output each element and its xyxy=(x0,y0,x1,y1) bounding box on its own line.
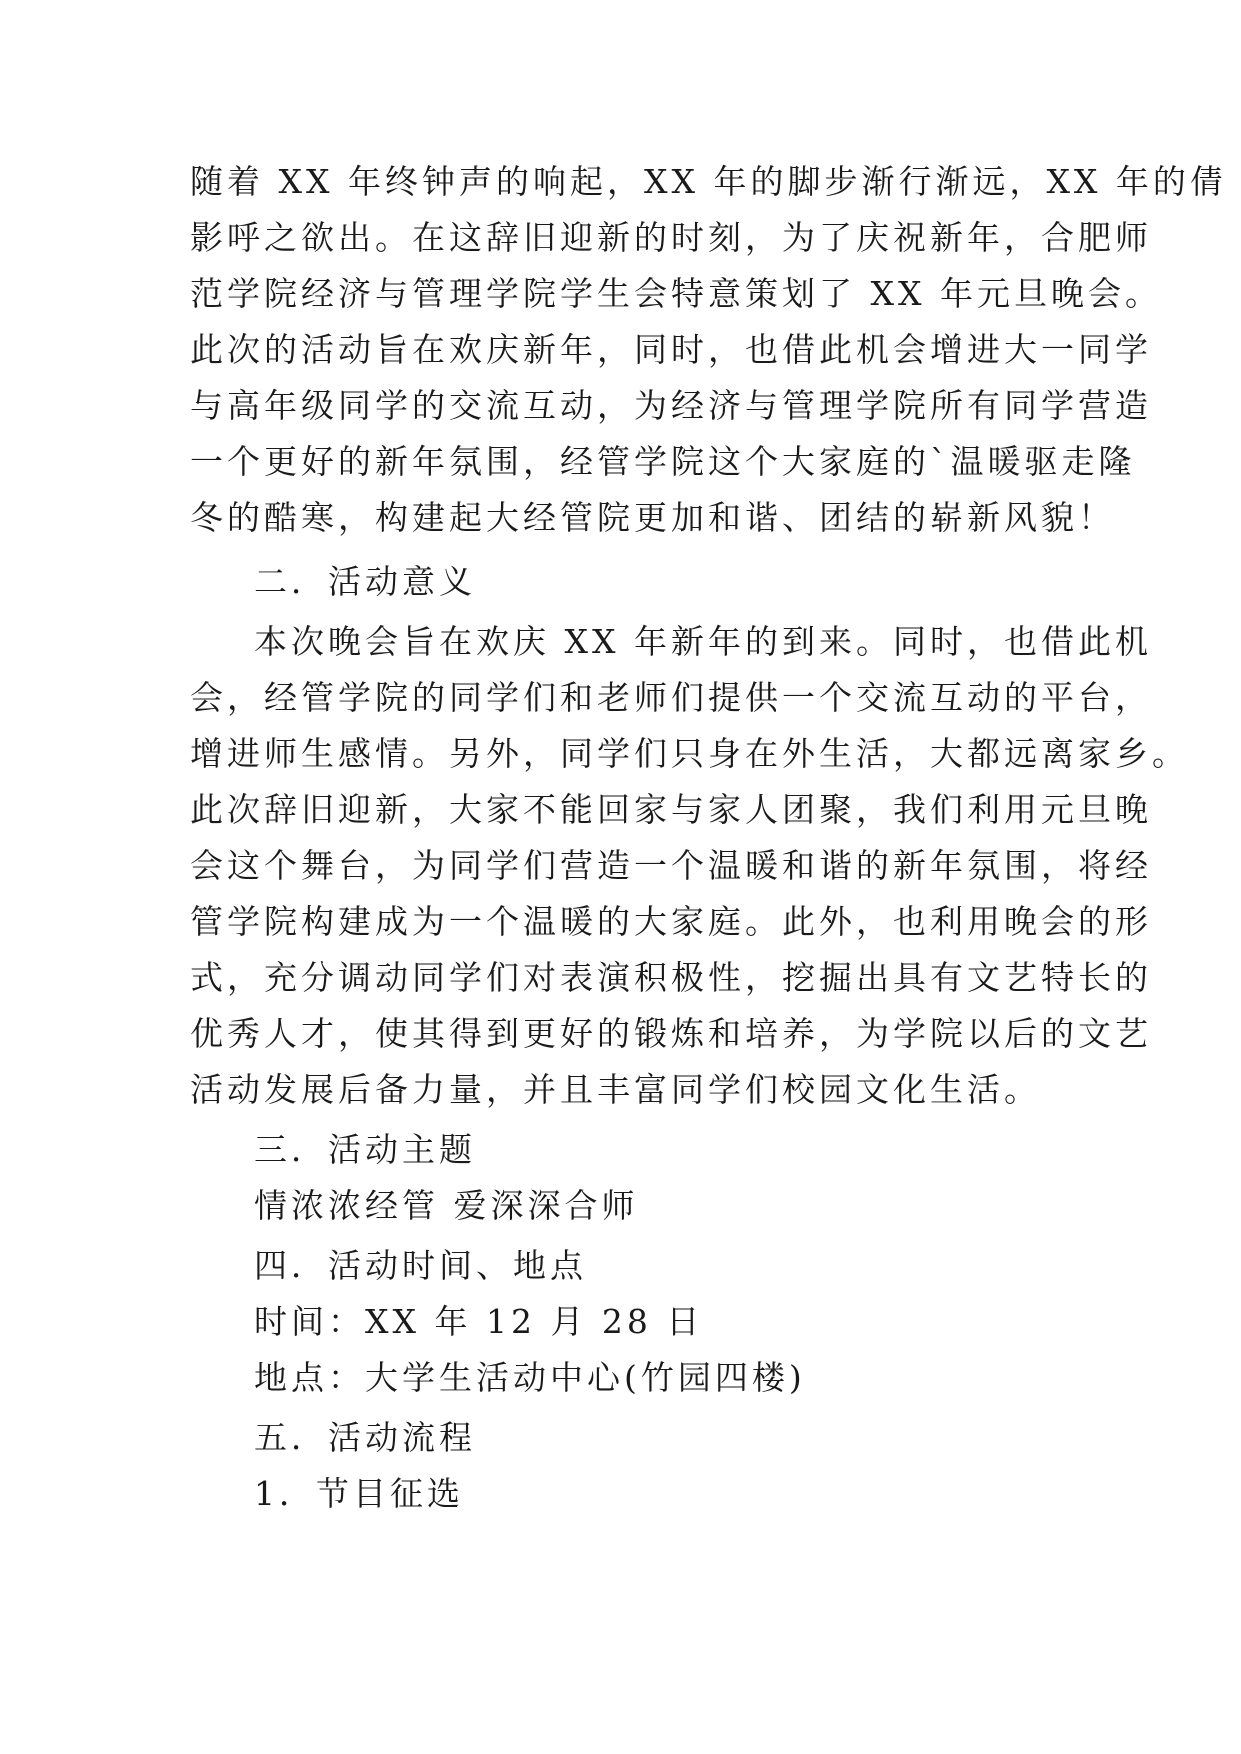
section-2-heading: 二．活动意义 xyxy=(254,562,476,601)
section-4-time: 时间：XX 年 12 月 28 日 xyxy=(254,1302,704,1341)
section-5-item-1: 1．节目征选 xyxy=(254,1474,464,1513)
section-2-line-2: 会，经管学院的同学们和老师们提供一个交流互动的平台， xyxy=(190,678,1152,717)
intro-line-7: 冬的酷寒，构建起大经管院更加和谐、团结的崭新风貌！ xyxy=(190,498,1115,537)
intro-line-6: 一个更好的新年氛围，经管学院这个大家庭的`温暖驱走隆 xyxy=(190,442,1136,481)
section-5-heading: 五．活动流程 xyxy=(254,1418,476,1457)
intro-line-3: 范学院经济与管理学院学生会特意策划了 XX 年元旦晚会。 xyxy=(190,274,1162,313)
section-2-line-4: 此次辞旧迎新，大家不能回家与家人团聚，我们利用元旦晚 xyxy=(190,790,1152,829)
section-2-line-9: 活动发展后备力量，并且丰富同学们校园文化生活。 xyxy=(190,1070,1041,1109)
section-4-heading: 四．活动时间、地点 xyxy=(254,1246,587,1285)
section-2-line-6: 管学院构建成为一个温暖的大家庭。此外，也利用晚会的形 xyxy=(190,902,1152,941)
section-3-theme: 情浓浓经管 爱深深合师 xyxy=(254,1186,639,1225)
section-2-line-7: 式，充分调动同学们对表演积极性，挖掘出具有文艺特长的 xyxy=(190,958,1152,997)
section-2-line-1: 本次晚会旨在欢庆 XX 年新年的到来。同时，也借此机 xyxy=(254,622,1152,661)
intro-line-4: 此次的活动旨在欢庆新年，同时，也借此机会增进大一同学 xyxy=(190,330,1152,369)
section-3-heading: 三．活动主题 xyxy=(254,1130,476,1169)
section-4-place: 地点：大学生活动中心(竹园四楼) xyxy=(254,1358,806,1397)
intro-line-5: 与高年级同学的交流互动，为经济与管理学院所有同学营造 xyxy=(190,386,1152,425)
intro-line-1: 随着 XX 年终钟声的响起，XX 年的脚步渐行渐远，XX 年的倩 xyxy=(190,162,1227,201)
section-2-line-5: 会这个舞台，为同学们营造一个温暖和谐的新年氛围，将经 xyxy=(190,846,1152,885)
section-2-line-3: 增进师生感情。另外，同学们只身在外生活，大都远离家乡。 xyxy=(190,734,1189,773)
intro-line-2: 影呼之欲出。在这辞旧迎新的时刻，为了庆祝新年，合肥师 xyxy=(190,218,1152,257)
section-2-line-8: 优秀人才，使其得到更好的锻炼和培养，为学院以后的文艺 xyxy=(190,1014,1152,1053)
